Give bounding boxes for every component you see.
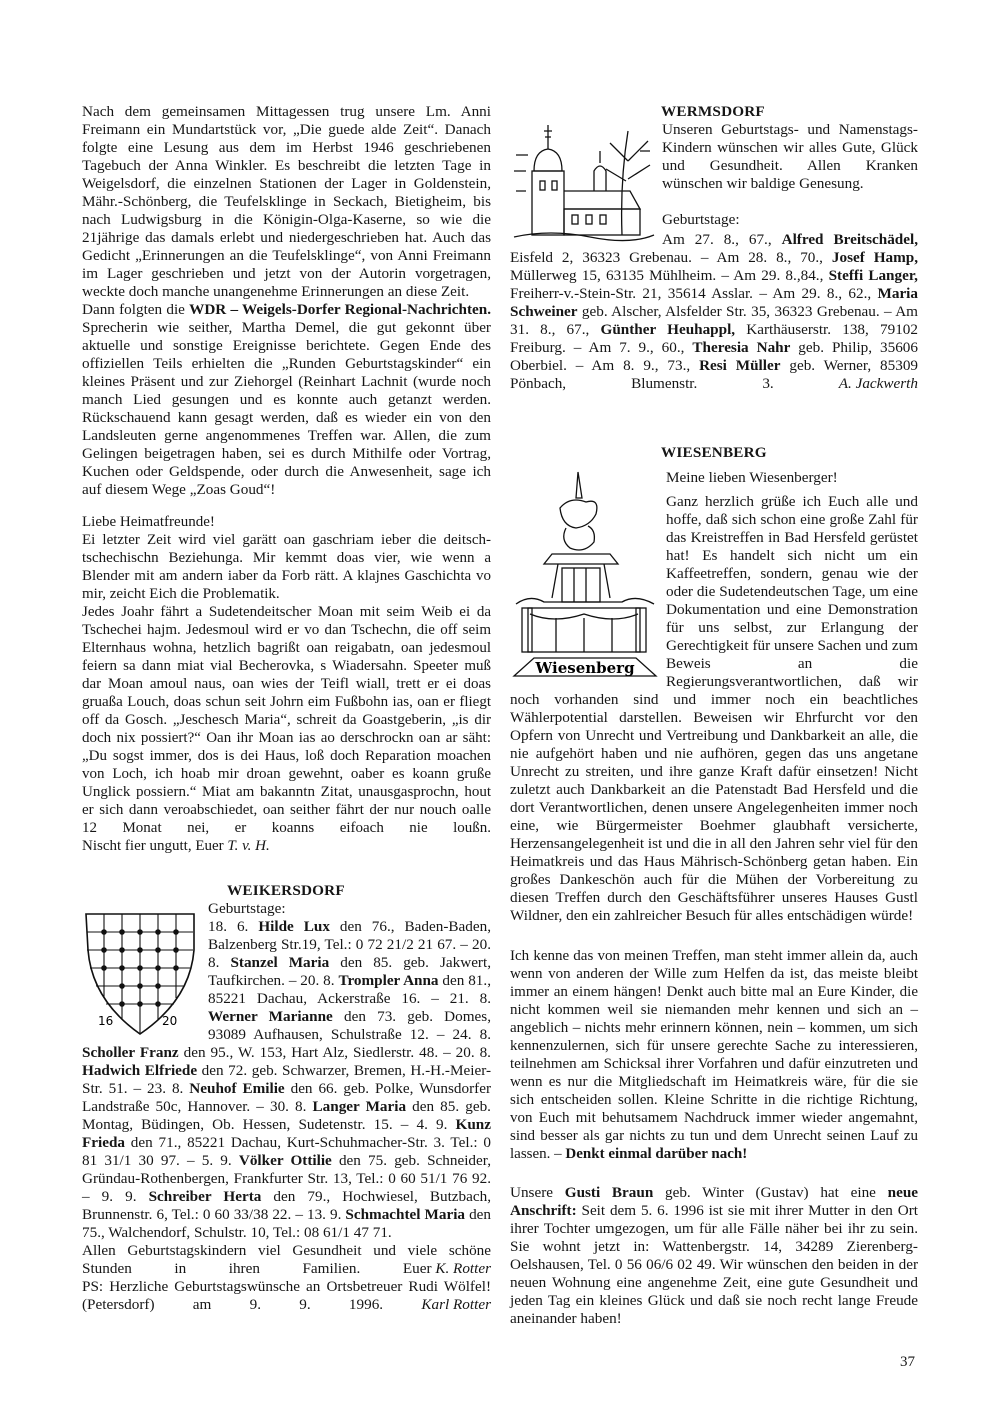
bold-text: Hadwich Elfriede xyxy=(82,1062,198,1079)
signature-name: K. Rotter xyxy=(435,1260,491,1277)
bold-text: neue Anschrift: xyxy=(510,1184,919,1219)
wiesenberg-new-address xyxy=(510,1184,918,1328)
shield-dot xyxy=(137,965,143,971)
bold-text: Alfred Breitschädel, xyxy=(781,231,918,248)
bold-text: Trompler Anna xyxy=(338,972,439,989)
shield-dot xyxy=(119,983,125,989)
bold-text: Theresia Nahr xyxy=(692,339,791,356)
shield-dot xyxy=(137,983,143,989)
bold-text: Schreiber Herta xyxy=(148,1188,262,1205)
shield-dot xyxy=(137,929,143,935)
signature xyxy=(403,1260,491,1278)
section-heading: WERMSDORF xyxy=(661,103,765,120)
article-meeting-report xyxy=(82,103,491,499)
bold-text: Scholler Franz xyxy=(82,1044,179,1061)
bold-text: Schmachtel Maria xyxy=(345,1206,466,1223)
text-run: Am 27. 8., 67., xyxy=(662,231,782,248)
text-run: den 81., 85221 Dachau, Ackerstraße 16. – 21. 8. xyxy=(208,972,491,1007)
text-run: den 72. geb. Schwarzer, Bremen, H.-H.-Meier-Str. 51. – 23. 8. xyxy=(82,1062,491,1097)
fountain-emblem-icon xyxy=(510,468,660,680)
text-run: Eisfeld 2, 36323 Grebenau. – Am 28. 8., 70., xyxy=(510,249,832,266)
shield-year-right: 20 xyxy=(162,1014,178,1028)
text-run: Ei letzter Zeit wird viel garätt oan gaschriam ieber die deitsch-tschechischn Beziehunga. Mir kemmt doas vier, wie wenn a Blender mit am andern iaber da Forb rätt. A klajnes Gaschichta vo mir, zeicht Eich die Problematik. xyxy=(82,532,491,602)
text-run: Jedes Joahr fährt a Sudetendeitscher Moan mit seim Weib ei da Tschechei hajm. Jedesmoul wird er vo dan Tschechn, die off seim Elternhaus wohna, hetzlich bagrißt oan reigabatn, oan jedesmoul feiern sa dann miat vial Becherovka, s Wiadersahn. Speeter muß dar Moan amoul naus, oan wies der Teifl wiall, trett er ei doas gruaßa Louch, doas schun seit Johrn eim Fußbohn ias, oan er fliegt off da Gosch. „Jeschesch Maria“, schreit da Goastgeberin, „is dir doch nix possiert?“ Oan ihr Moan ias ao derschrockn oan ar säht: „Du sogst immer, dos is dei Haus, loß doch Reparation moachen von Loch, ich hoab mir droan gewehnt, oaber es koann gruße Unglick possiern.“ Miat am bakanntn Zitat, unausgasprochn, hout er sich dann veroabschiedet, oan seither fährt der nur nouch oalle 12 Monat nei, er koanns eifoach nie loußn. xyxy=(82,604,491,836)
text-run: den 66. geb. Polke, Wunsdorfer Landstraße 50c, Hannover. – 30. 8. xyxy=(82,1080,492,1115)
text-run: Liebe Heimatfreunde! xyxy=(82,514,215,530)
wiesenberg-appeal xyxy=(510,947,918,1163)
bold-text: Langer Maria xyxy=(312,1098,407,1115)
section-wiesenberg xyxy=(510,444,918,925)
signature xyxy=(421,1296,491,1314)
bold-text: Denkt einmal darüber nach! xyxy=(565,1146,748,1162)
section-heading: WEIKERSDORF xyxy=(227,882,345,899)
text-run: Müllerweg 15, 63135 Mühlheim. – Am 29. 8.,84., xyxy=(510,267,829,284)
text-run: Unsere xyxy=(510,1184,565,1201)
paragraph xyxy=(82,1242,491,1278)
text-run: geb. Winter (Gustav) hat eine xyxy=(653,1184,888,1201)
bold-text: Günther Heuhappl, xyxy=(600,321,736,338)
bold-text: Josef Hamp, xyxy=(831,249,918,266)
text-run: den 76., Baden-Baden, Balzenberg Str.19, Tel.: 0 72 21/2 21 67. – 20. 8. xyxy=(208,918,491,971)
text-run: den 85. geb. Jakwert, Taufkirchen. – 20. 8. xyxy=(208,954,492,989)
greeting xyxy=(82,513,491,531)
emblem-caption: Wiesenberg xyxy=(535,659,635,677)
signature xyxy=(839,375,918,393)
text-run: geb. Alscher, Alsfelder Str. 35, 36323 Grebenau. – Am 31. 8., 67., xyxy=(510,303,918,338)
text-run: Dann folgten die xyxy=(82,301,190,318)
paragraph xyxy=(82,301,491,499)
text-run: Ganz herzlich grüße ich Euch alle und hoffe, daß sich schon eine große Zahl für das Kreistreffen in Bad Hersfeld gerüstet hat! Es handelt sich nicht um ein Kaffeetreffen, sondern, genau wie der oder die Sudetendeutschen Tage, um eine Dokumentation und eine Demonstration für uns selbst, zur Erlangung der Gerechtigkeit für unsere Sachen und zum Beweis an die Regierungsverantwortlichen, daß wir noch vorhanden sind und immer noch ein beachtliches Wählerpotential darstellen. Beweisen wir Ehrfurcht vor den Opfern von Unrecht und Vertreibung und Dankbarkeit an alle, die nie aufgehört haben und nie aufhören, gegen das uns angetane Unrecht zu streiten, und ihre ganze Kraft dafür einsetzen! Nicht zuletzt auch Dankbarkeit an die Patenstadt Bad Hersfeld und die dort Verantwortlichen, denen unsere Angelegenheiten immer noch eine, wie Bürgermeister Boehmer glaubhaft versicherte, Herzensangelegenheit ist und die in all den Jahren sehr viel für den Heimatkreis und das Haus Mährisch-Schönberg getan haben. Ein großes Dankeschön auch für die Mühen der Vorbereitung zu diesen Treffen durch den Geschäftsführer unseres Hauses Gustl Wildner, den ein zahlreicher Besuch für alles entschädigen würde! xyxy=(510,493,918,924)
bold-text: WDR – Weigels-Dorfer Regional-Nachrichten. xyxy=(189,301,491,318)
text-run: den 75., Walchendorf, Schulstr. 10, Tel.: 08 61/1 47 71. xyxy=(82,1206,491,1241)
church-illustration-icon xyxy=(510,121,656,243)
text-run: den 73. geb. Domes, 93089 Aufhausen, Schulstraße 12. – 24. 8. xyxy=(208,1008,491,1043)
shield-dot xyxy=(101,929,107,935)
paragraph xyxy=(510,1184,918,1328)
shield-dot xyxy=(155,929,161,935)
section-heading: WIESENBERG xyxy=(661,444,767,461)
text-run: Meine lieben Wiesenberger! xyxy=(666,469,838,486)
paragraph xyxy=(82,603,491,855)
paragraph xyxy=(82,103,491,301)
shield-dot xyxy=(101,947,107,953)
text-run: Ich kenne das von meinen Treffen, man steht immer allein da, auch wenn von anderen der Wille zum Helfen da ist, das meiste bleibt immer an einem hängen! Denkt auch bitte mal an Eure Kinder, die nicht kommen weil sie niemanden mehr kennen und sich an – angeblich – nichts mehr erinnern können, nein – kommen, um sich kennenzulernen, sich für unsere gerechte Sache zu interessieren, teilnehmen am Schicksal ihrer Vorfahren und dafür einzutreten und wenn es nur die Mitgliedschaft im Heimatkreis wäre, für die sie sich entscheiden sollen. Kleine Schritte in die richtige Richtung, von Euch mit behutsamem Nachdruck immer wieder angemahnt, sind besser als gar nichts zu tun und dem Unrecht seinen Lauf zu lassen. – xyxy=(510,948,918,1162)
bold-text: Völker Ottilie xyxy=(238,1152,332,1169)
shield-dot xyxy=(173,947,179,953)
bold-text: Steffi Langer, xyxy=(828,267,918,284)
text-run: geb. Werner, 85309 Pönbach, Blumenstr. 3. xyxy=(510,357,919,392)
text-run: PS: Herzliche Geburtstagswünsche an Ortsbetreuer Rudi Wölfel! (Petersdorf) am 9. 9. 1996. xyxy=(82,1278,491,1313)
text-run: Seit dem 5. 6. 1996 ist sie mit ihrer Mutter in den Ort ihrer Tochter umgezogen, um für alle Fälle näher bei ihr zu sein. Sie wohnt jetzt in: Wattenbergstr. 14, 34289 Zierenberg-Oelshausen, Tel. 0 56 06/6 02 49. Wir wünschen den beiden in der neuen Wohnung eine angenehme Zeit, eine gute Gesundheit und jeden Tag ein kleines Glück und daß sie noch recht lange Freude aneinander haben! xyxy=(510,1202,918,1327)
shield-dot xyxy=(137,947,143,953)
text-run: Karthäuserstr. 138, 79102 Freiburg. – Am 7. 9., 60., xyxy=(510,321,918,356)
shield-dot xyxy=(155,983,161,989)
shield-year-left: 16 xyxy=(98,1014,114,1028)
signature-text: Nischt fier ungutt, Euer xyxy=(82,838,228,854)
shield-dot xyxy=(173,965,179,971)
birthdays-label: Geburtstage: xyxy=(208,900,286,917)
page-number: 37 xyxy=(900,1354,915,1370)
signature xyxy=(82,837,270,855)
text-run: den 85. geb. Montag, Büdingen, Ob. Hessen, Sudetenstr. 15. – 4. 9. xyxy=(82,1098,491,1133)
shield-dot xyxy=(155,1001,161,1007)
paragraph xyxy=(82,1278,491,1314)
birthday-list xyxy=(510,229,918,393)
shield-dot xyxy=(155,947,161,953)
shield-dot xyxy=(155,965,161,971)
text-run: geb. Philip, 35606 Oberbiel. – Am 8. 9., 73., xyxy=(510,339,918,374)
birthdays-label: Geburtstage: xyxy=(662,211,740,228)
shield-dot xyxy=(137,1001,143,1007)
text-run: den 95., W. 153, Hart Alz, Siedlerstr. 48. – 20. 8. xyxy=(178,1044,491,1061)
shield-dot xyxy=(101,965,107,971)
shield-dot xyxy=(119,947,125,953)
bold-text: Hilde Lux xyxy=(258,918,330,935)
bold-text: Stanzel Maria xyxy=(230,954,330,971)
text-run: Nach dem gemeinsamen Mittagessen trug unsere Lm. Anni Freimann ein Mundartstück vor, „Die guede alde Zeit“. Danach folgte eine Lesung aus dem im Herbst 1946 geschriebenen Tagebuch der Anna Winkler. Es beschreibt die letzten Tage in Weigelsdorf, die einzelnen Stationen der Lager in Goldenstein, Mähr.-Schönberg, die Teufelsklinge in Seckach, Bietigheim, bis nach Ludwigsburg in die Königin-Olga-Kaserne, so wie die 21jährige das damals erlebt und niedergeschrieben hat. Auch das Gedicht „Erinnerungen an die Teufelsklinge“, von Anni Freimann im Lager geschrieben und jetzt von der Autorin vorgetragen, weckte doch manche unangenehme Erinnerungen an diese Zeit. xyxy=(82,103,491,300)
coat-of-arms-shield-icon xyxy=(82,910,200,1038)
shield-dot xyxy=(119,1001,125,1007)
bold-text: Maria Schweiner xyxy=(510,285,918,320)
text-run: den 71., 85221 Dachau, Kurt-Schuhmacher-Str. 3. Tel.: 0 81 31/1 30 97. – 5. 9. xyxy=(82,1134,491,1169)
bold-text: Resi Müller xyxy=(699,357,781,374)
section-weikersdorf xyxy=(82,882,491,1314)
text-run: Freiherr-v.-Stein-Str. 21, 35614 Asslar. – Am 29. 8., 62., xyxy=(510,285,878,302)
shield-dot xyxy=(173,929,179,935)
signature-name: T. v. H. xyxy=(227,838,270,854)
text-run: 18. 6. xyxy=(208,918,259,935)
text-run: den 79., Hochwiesel, Butzbach, Brunnenstr. 6, Tel.: 0 60 33/38 22. – 13. 9. xyxy=(82,1188,492,1223)
text-run: Sprecherin wie seither, Martha Demel, die gut gekonnt über aktuelle und sonstige Ereignisse berichtete. Gegen Ende des offiziellen Teils erhielten die „Runden Geburtstagskinder“ ein kleines Präsent und zur Ziehorgel (Reinhart Lachnit (wurde noch manch Lied gesungen und es konnte auch getanzt werden. Rückschauend kann gesagt werden, daß es wieder ein von den Landsleuten gerne angenommenes Treffen war. Allen, die zum Gelingen beigetragen haben, sei es durch Mithilfe oder Vortrag, Kuchen oder Geldspende, oder durch die Anwesenheit, sage ich auf diesem Wege „Zoas Goud“! xyxy=(82,319,491,498)
dialect-letter xyxy=(82,513,491,855)
shield-dot xyxy=(119,929,125,935)
text-run: Allen Geburtstagskindern viel Gesundheit und viele schöne Stunden in ihren Familien. xyxy=(82,1242,491,1277)
bold-text: Neuhof Emilie xyxy=(189,1080,285,1097)
text-run: den 75. geb. Schneider, Gründau-Rothenbergen, Frankfurter Str. 13, Tel.: 0 60 51/1 76 92. – 9. 9. xyxy=(82,1152,491,1205)
paragraph xyxy=(82,531,491,603)
bold-text: Gusti Braun xyxy=(564,1184,654,1201)
text-run: Unseren Geburtstags- und Namenstags-Kindern wünschen wir alles Gute, Glück und Gesundheit. Allen Kranken wünschen wir baldige Genesung. xyxy=(662,121,918,192)
shield-dot xyxy=(119,965,125,971)
paragraph xyxy=(510,947,918,1163)
bold-text: Werner Marianne xyxy=(208,1008,333,1025)
bold-text: Kunz Frieda xyxy=(82,1116,491,1151)
signature-name: A. Jackwerth xyxy=(838,375,918,392)
signature-text: Euer xyxy=(402,1260,436,1277)
section-wermsdorf xyxy=(510,103,918,393)
signature-name: Karl Rotter xyxy=(421,1296,491,1313)
